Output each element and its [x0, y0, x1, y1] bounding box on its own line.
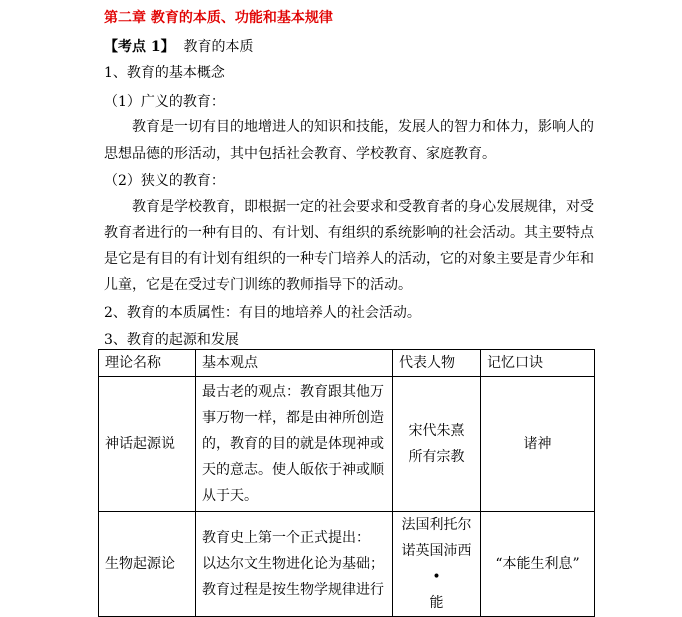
table-header-cell: 记忆口诀 [481, 350, 595, 377]
chapter-title: 第二章 教育的本质、功能和基本规律 [104, 10, 333, 26]
table-row [99, 512, 595, 617]
table-header-cell: 基本观点 [196, 350, 393, 377]
basic-view-cell [196, 512, 393, 617]
representative-line: 能 [429, 595, 444, 611]
section-heading-2: 2、教育的本质属性：有目的地培养人的社会活动。 [104, 305, 421, 321]
basic-view-line: 事万物一样，都是由神所创造 [202, 410, 384, 426]
representative-line: 宋代朱熹 [408, 423, 465, 439]
basic-view-line: 的，教育的目的就是体现神或 [202, 436, 384, 452]
table-header-cell: 代表人物 [393, 350, 481, 377]
basic-view-line: 天的意志。使人皈依于神或顺 [202, 462, 384, 478]
table-header-row [99, 350, 595, 377]
paragraph-line: 思想品德的形活动，其中包括社会教育、学校教育、家庭教育。 [104, 146, 496, 162]
representative-cell [393, 512, 481, 617]
representative-line: 法国利托尔 [401, 517, 472, 533]
mnemonic-cell: 诸神 [481, 377, 595, 512]
representative-line: 所有宗教 [408, 449, 465, 465]
paragraph-line: 儿童，它是在受过专门训练的教师指导下的活动。 [104, 277, 412, 293]
theory-name-cell: 神话起源说 [99, 377, 196, 512]
basic-view-line: 教育过程是按生物学规律进行 [202, 582, 384, 598]
mnemonic-cell: “本能生利息” [481, 512, 595, 617]
subsection-heading-1-1: （1）广义的教育： [104, 94, 225, 110]
paragraph-line: 教育是学校教育，即根据一定的社会要求和受教育者的身心发展规律，对受 [132, 199, 594, 215]
kaodian-line [104, 38, 254, 56]
paragraph-line: 教育者进行的一种有目的、有计划、有组织的系统影响的社会活动。其主要特点 [104, 225, 594, 241]
kaodian-label: 【考点 1】 [104, 39, 175, 55]
basic-view-line: 最古老的观点：教育跟其他万 [202, 384, 384, 400]
section-heading-1: 1、教育的基本概念 [104, 65, 225, 81]
basic-view-line: 以达尔文生物进化论为基础； [202, 556, 384, 572]
basic-view-line: 从于天。 [202, 488, 258, 504]
paragraph-line: 教育是一切有目的地增进人的知识和技能，发展人的智力和体力，影响人的 [132, 119, 594, 135]
table-row [99, 377, 595, 512]
basic-view-cell [196, 377, 393, 512]
theory-name-cell: 生物起源论 [99, 512, 196, 617]
table-header-cell: 理论名称 [99, 350, 196, 377]
representative-line: 诺英国沛西• [401, 543, 472, 585]
basic-view-line: 教育史上第一个正式提出： [202, 530, 370, 546]
representative-cell [393, 377, 481, 512]
section-heading-3: 3、教育的起源和发展 [104, 332, 239, 348]
subsection-heading-1-2: （2）狭义的教育： [104, 173, 225, 189]
kaodian-text: 教育的本质 [183, 39, 254, 55]
origin-theory-table [98, 349, 595, 617]
paragraph-line: 是它是有目的有计划有组织的一种专门培养人的活动，它的对象主要是青少年和 [104, 251, 594, 267]
